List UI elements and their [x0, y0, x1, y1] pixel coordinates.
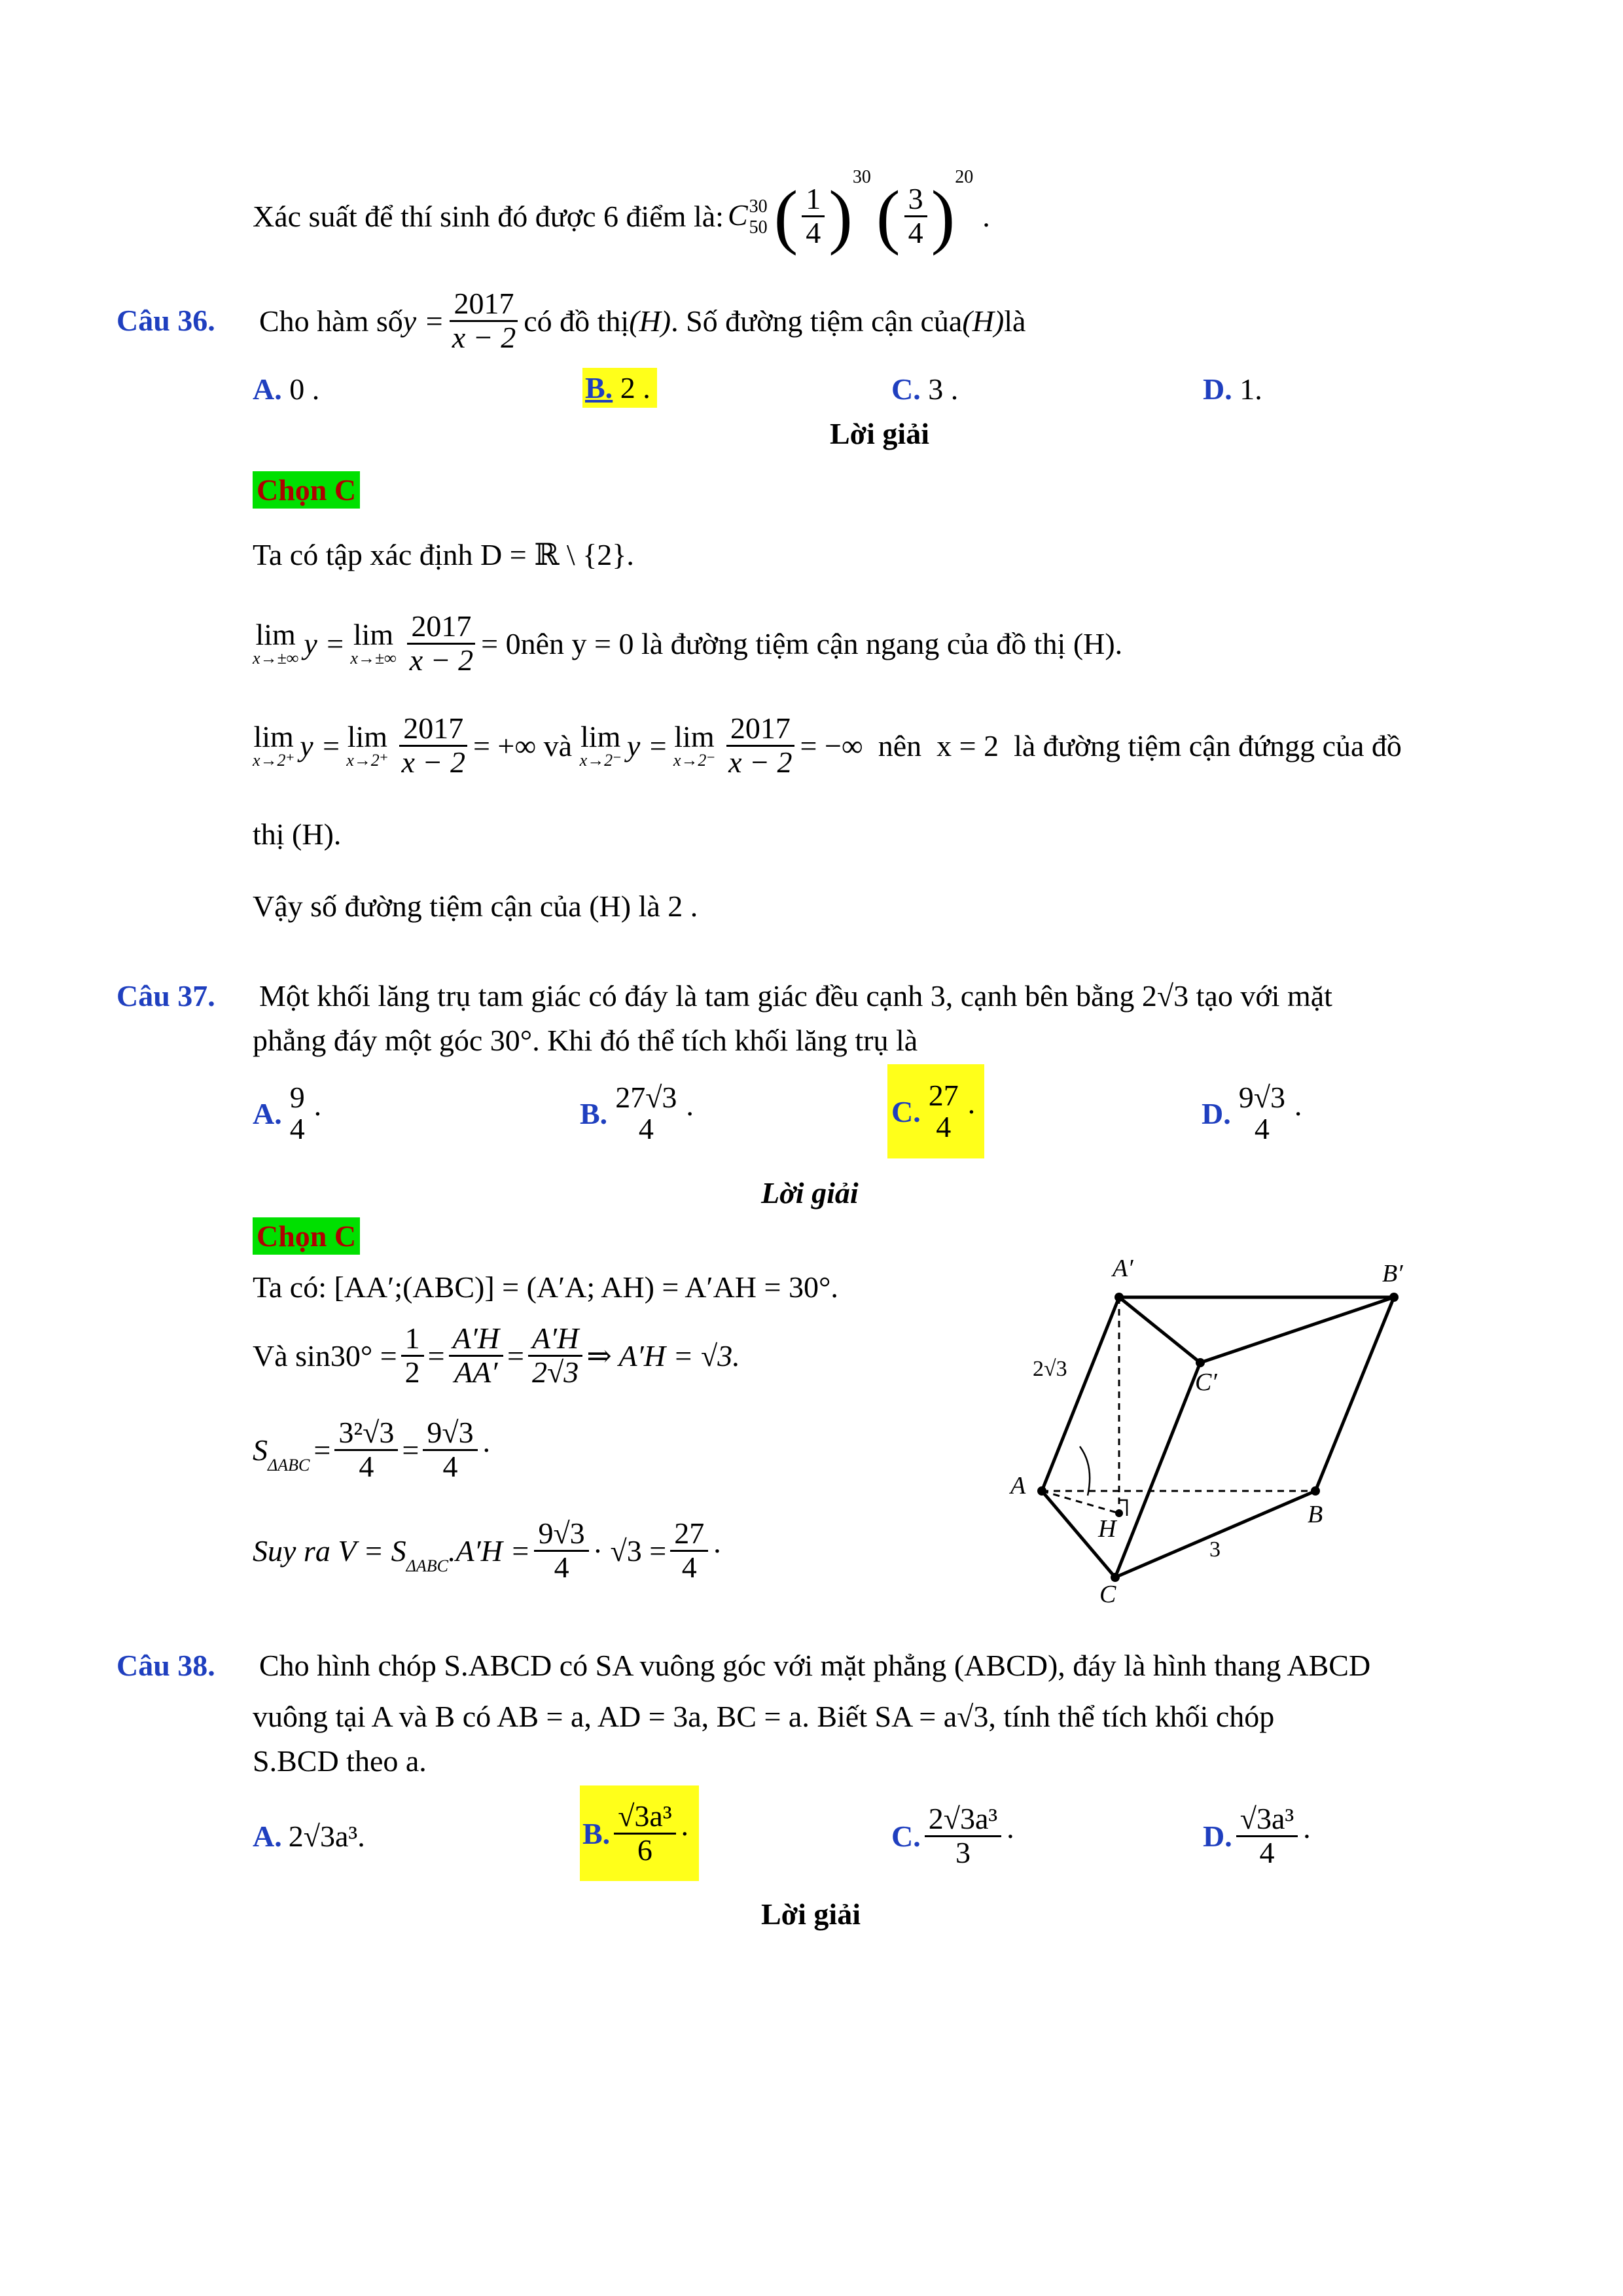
q37-solution-heading: Lời giải: [761, 1176, 859, 1210]
q37-question-line-2: phẳng đáy một góc 30°. Khi đó thể tích khối lăng trụ là: [253, 1024, 918, 1057]
q37-question-line-1: Một khối lăng trụ tam giác có đáy là tam giác đều cạnh 3, cạnh bên bằng 2√3 tạo với mặt: [259, 979, 1332, 1013]
q36-solution-line-1: Ta có tập xác định D = ℝ \ {2}.: [253, 538, 634, 571]
q38-question-line-3: S.BCD theo a.: [253, 1744, 427, 1778]
q36-question: Cho hàm số y = $\frac{2017}{x - 2}$ có đồ thị (H) . Số đường tiệm cận của (H) là: [259, 287, 1026, 354]
q38-option-d[interactable]: D. $\frac{\text{√3a³}}{4}$ ·: [1203, 1802, 1312, 1869]
q37-label: Câu 37.: [116, 979, 215, 1013]
label-b: B: [1308, 1501, 1323, 1528]
label-a-prime: A′: [1113, 1255, 1133, 1282]
label-b-prime: B′: [1382, 1260, 1403, 1287]
q37-solution-line-2: Và sin30° = $\frac{1}{2}$ = $\frac{A'H}{AA'}$ = $\frac{A'H}{2√3}$ ⇒ A′H = √3.: [253, 1321, 740, 1389]
intro-fraction-1: $\frac{1}{4}$: [802, 183, 825, 249]
q37-chosen-answer: Chọn C: [253, 1217, 360, 1255]
q37-option-a[interactable]: A. 9 4 ·: [253, 1080, 323, 1145]
q37-solution-line-1: Ta có: [AA′;(ABC)] = (A′A; AH) = A′AH = 30°.: [253, 1270, 838, 1304]
q36-solution-line-5: Vậy số đường tiệm cận của (H) là 2 .: [253, 889, 698, 923]
q37-option-c[interactable]: C. 27 4 ·: [887, 1064, 984, 1158]
prism-figure: [982, 1230, 1453, 1610]
q38-solution-heading: Lời giải: [761, 1897, 861, 1931]
label-a: A: [1010, 1472, 1026, 1499]
q38-option-c[interactable]: C. $\frac{\text{2√3a³}}{3}$ ·: [891, 1802, 1016, 1869]
q37-solution-line-4: Suy ra V = S ΔABC .A′H = $\frac{9√3}{4}$ · √3 = $\frac{27}{4}$ ·: [253, 1516, 722, 1584]
q38-question-line-2: vuông tại A và B có AB = a, AD = 3a, BC = a. Biết SA = a√3, tính thể tích khối chóp: [253, 1700, 1275, 1733]
label-base-3: 3: [1209, 1537, 1221, 1562]
q38-question-line-1: Cho hình chóp S.ABCD có SA vuông góc với mặt phẳng (ABCD), đáy là hình thang ABCD: [259, 1649, 1371, 1682]
label-edge-2sqrt3: 2√3: [1033, 1357, 1067, 1381]
q36-fraction: $\frac{2017}{x - 2}$: [448, 288, 520, 353]
q37-option-d[interactable]: D. 9√3 4 ·: [1202, 1080, 1304, 1145]
q36-solution-line-4: thị (H).: [253, 817, 342, 851]
q36-solution-line-2: lim x→±∞ y = lim x→±∞ $\frac{2017}{x - 2}$ = 0 nên y = 0 là đường tiệm cận ngang của đồ thị (H).: [253, 609, 1123, 677]
label-h: H: [1098, 1515, 1116, 1543]
label-c: C: [1099, 1581, 1116, 1608]
q36-option-a[interactable]: A. 0 .: [253, 372, 320, 406]
q36-option-d[interactable]: D. 1.: [1203, 372, 1262, 406]
q36-option-c[interactable]: C. 3 .: [891, 372, 959, 406]
q38-option-b[interactable]: B. $\frac{\text{√3a³}}{6}$ ·: [580, 1785, 699, 1881]
q36-chosen-answer: Chọn C: [253, 471, 360, 509]
q38-option-a[interactable]: A. 2√3a³.: [253, 1819, 365, 1853]
combination-symbol: C 30 50: [727, 196, 768, 238]
q38-label: Câu 38.: [116, 1649, 215, 1682]
q37-solution-line-3: S ΔABC = $\frac{\text{3²√3}}{4}$ = $\frac{9√3}{4}$ ·: [253, 1416, 491, 1483]
intro-text: Xác suất để thí sinh đó được 6 điểm là:: [253, 199, 724, 233]
edge-bb1: [1315, 1297, 1394, 1491]
intro-line: Xác suất để thí sinh đó được 6 điểm là: C 30 50 ( $\frac{1}{4}$ ) 30 ( $\frac{3}{4}$ ) 20 .: [253, 167, 990, 256]
edge-a1c1: [1119, 1297, 1200, 1363]
angle-arc: [1080, 1446, 1090, 1496]
q37-option-b[interactable]: B. 27√3 4 ·: [580, 1080, 695, 1145]
label-c-prime: C′: [1195, 1369, 1217, 1396]
edge-c1b1: [1200, 1297, 1394, 1363]
edge-aa1: [1042, 1297, 1119, 1491]
intro-fraction-2: $\frac{3}{4}$: [904, 183, 927, 249]
q36-option-b[interactable]: B. 2 .: [582, 368, 657, 408]
q36-label: Câu 36.: [116, 304, 215, 337]
q36-solution-line-3: lim x→2⁺ y = lim x→2⁺ $\frac{2017}{x - 2}$ = +∞ và lim x→2⁻ y = lim x→2⁻ $\frac{2017}{x - 2}$ = −∞ nên x = 2 là đường tiệm cận đứngg của đồ: [253, 711, 1402, 779]
q36-solution-heading: Lời giải: [830, 417, 929, 450]
